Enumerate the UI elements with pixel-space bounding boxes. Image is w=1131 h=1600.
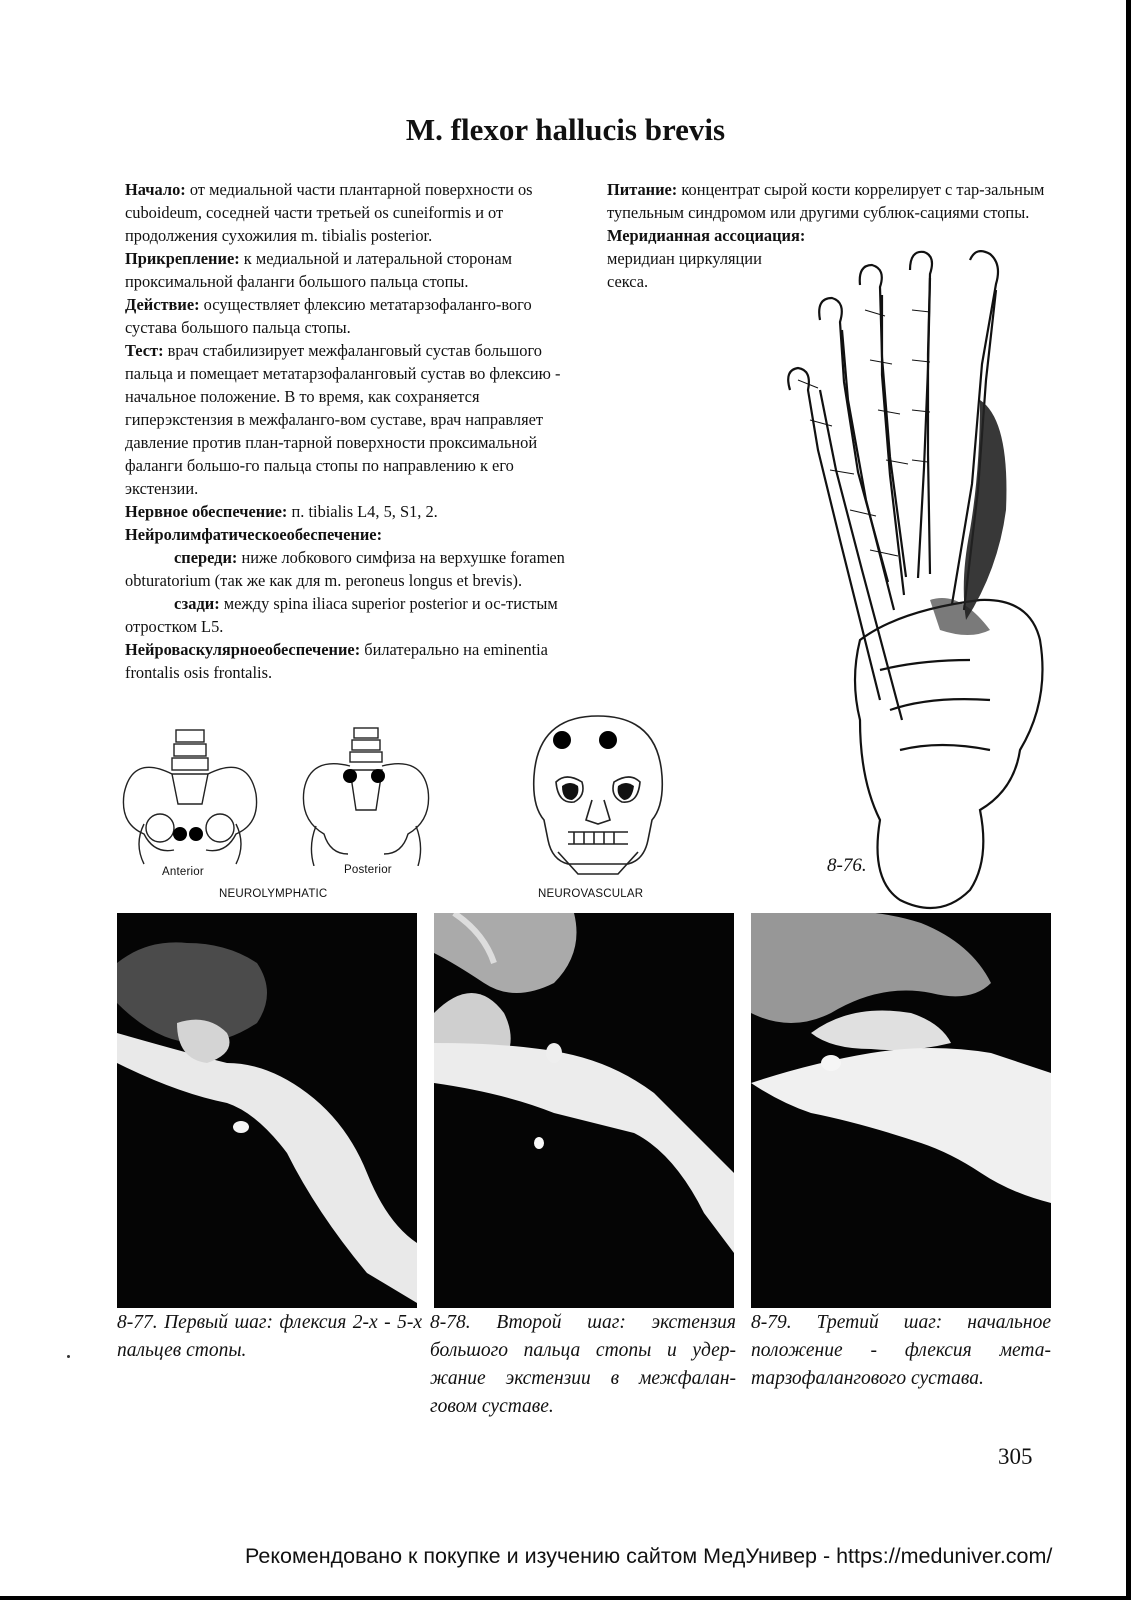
insertion-label: Прикрепление: [125,249,240,268]
insertion-paragraph [125,247,565,293]
meridian-heading [607,224,1047,247]
back-text: между spina iliaca superior posterior и ос-тистым отростком L5. [125,594,558,636]
nerve-paragraph [125,500,565,523]
caption-8-77: 8-77. Первый шаг: флексия 2-х - 5-х пальцев стопы. [117,1312,422,1361]
action-label: Действие: [125,295,200,314]
back-label: сзади: [174,594,220,613]
page-number: 305 [998,1444,1033,1469]
anterior-point-right [189,827,203,841]
caption-8-79: 8-79. Третий шаг: начальное положение - флексия мета-тарзофалангового сустава. [751,1312,1051,1389]
insertion-text: к медиальной и латеральной сторонам проксимальной фаланги большого пальца стопы. [125,249,512,291]
nutrition-label: Питание: [607,180,678,199]
test-text: врач стабилизирует межфаланговый сустав большого пальца и помещает метатарзофаланговый сустав во флексию - начальное положение. В то время, как сохраняется гиперэкстензия в межфаланго-вом суставе, врач направляет давление против план-тарной поверхности проксимальной фаланги большо-го пальца стопы по направлению к его экстензии. [125,341,561,498]
front-paragraph [125,546,565,592]
scan-border-right [1126,0,1131,1600]
back-paragraph [125,592,565,638]
neurolymphatic-label: NEUROLYMPHATIC [219,888,328,900]
anterior-label: Anterior [162,866,204,878]
front-label: спереди: [174,548,238,567]
origin-paragraph [125,178,565,247]
figure-label-8-76: 8-76. [827,855,867,876]
nutrition-paragraph [607,178,1047,224]
neurovascular-point-left [553,731,571,749]
photo-step-2 [434,913,734,1308]
nerve-text: п. tibialis L4, 5, S1, 2. [287,502,438,521]
anterior-point-left [173,827,187,841]
neurovascular-paragraph [125,638,565,684]
test-label: Тест: [125,341,164,360]
meridian-label: Меридианная ассоциация: [607,226,806,245]
caption-8-78: 8-78. Второй шаг: экстензия большого пальца стопы и удер-жание экстензии в межфалан-говом суставе. [430,1312,736,1417]
neurovascular-point-right [599,731,617,749]
action-paragraph [125,293,565,339]
front-text: ниже лобкового симфиза на верхушке foramen obturatorium (так же как для m. peroneus longus et brevis). [125,548,565,590]
origin-text: от медиальной части плантарной поверхности os cuboideum, соседней части третьей os cuneiformis и от продолжения сухожилия m. tibialis posterior. [125,180,533,245]
pelvis-anterior-diagram [120,728,260,868]
meridian-line-1: меридиан циркуляции [607,249,762,268]
posterior-label: Posterior [344,864,392,876]
meridian-line-2: секса. [607,272,649,291]
page-title: M. flexor hallucis brevis [405,112,726,147]
scan-speck [67,1355,70,1358]
pelvis-posterior-diagram [296,726,436,866]
neurovascular-label: Нейроваскулярноеобеспечение: [125,640,361,659]
test-paragraph [125,339,565,500]
foot-skeleton-illustration [770,250,1060,910]
neurovascular-text: билатерально на eminentia frontalis osis frontalis. [125,640,548,682]
photo-step-1 [117,913,417,1308]
neurovascular-label: NEUROVASCULAR [538,888,644,900]
footer-recommendation: Рекомендовано к покупке и изучению сайтом МедУнивер - https://meduniver.com/ [245,1544,1053,1568]
neurolymphatic-label: Нейролимфатическоеобеспечение: [125,525,383,544]
posterior-point-left [343,769,357,783]
neurolymphatic-heading [125,523,565,546]
nerve-label: Нервное обеспечение: [125,502,288,521]
photo-step-3 [751,913,1051,1308]
action-text: осуществляет флексию метатарзофаланго-вого сустава большого пальца стопы. [125,295,532,337]
left-column [125,178,565,684]
skull-diagram [528,712,668,882]
posterior-point-right [371,769,385,783]
scan-border-bottom [0,1596,1131,1600]
origin-label: Начало: [125,180,186,199]
nutrition-text: концентрат сырой кости коррелирует с тар-зальным тупельным синдромом или другими сублюк-сациями стопы. [607,180,1045,222]
